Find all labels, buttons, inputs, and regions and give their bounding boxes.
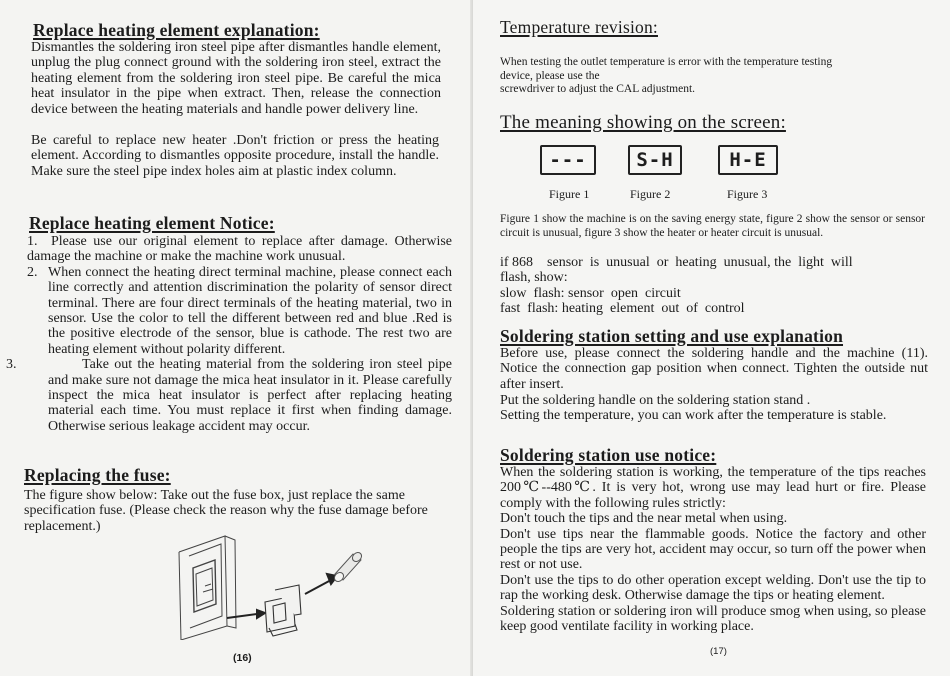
figure-3-caption: Figure 3 bbox=[727, 187, 768, 201]
text-line: device, please use the bbox=[500, 69, 600, 82]
section-title-screen-meaning bbox=[500, 112, 786, 134]
section-title-replacing-fuse bbox=[24, 465, 171, 486]
section-title-text: The meaning showing on the screen: bbox=[500, 112, 786, 133]
notice-paragraph: When the soldering station is working, the temperature of the tips reaches 200℃--480℃. It is very hot, wrong use may lead hurt or fire. Please comply with the following rules strictly: bbox=[500, 465, 926, 511]
page-number: (16) bbox=[233, 652, 252, 664]
section-title-temperature-revision bbox=[500, 17, 658, 38]
temperature-revision-text bbox=[500, 56, 920, 97]
notice-paragraph: Don't use the tips to do other operation except welding. Don't use the tip to rap the working desk. Otherwise damage the tips or heating element. bbox=[500, 572, 926, 604]
left-page bbox=[0, 0, 473, 676]
list-item bbox=[27, 234, 452, 265]
notice-paragraph: Don't use tips near the flammable goods. Notice the factory and other people the tips are very hot, accident may occur, so turn off the power when rest or not use. bbox=[500, 526, 926, 573]
list-text: Please use our original element to replace after damage. Otherwise damage the machine or make the machine work unusual. bbox=[27, 234, 452, 265]
paragraph-setting-temperature: Setting the temperature, you can work after the temperature is stable. bbox=[500, 408, 887, 423]
notice-paragraph: Soldering station or soldering iron will produce smog when using, so please keep good ventilate facility in working place. bbox=[500, 603, 926, 635]
notice-list bbox=[6, 234, 452, 434]
section-title-text: Soldering station setting and use explanation bbox=[500, 326, 844, 346]
section-title-text: Replace heating element Notice: bbox=[29, 213, 275, 233]
screen-figure-3: H-E bbox=[718, 145, 778, 175]
list-number: 2. bbox=[27, 264, 38, 280]
section-title-text: Replacing the fuse: bbox=[24, 465, 171, 485]
figure-2-caption: Figure 2 bbox=[630, 187, 671, 201]
section-title-replace-heating-explanation bbox=[33, 20, 320, 41]
use-notice-text bbox=[500, 465, 926, 634]
paragraph-replace-heater: Be careful to replace new heater .Don't friction or press the heating element. According to dismantles opposite procedure, install the handle. Make sure the steel pipe index holes aim at plastic index column. bbox=[31, 133, 439, 179]
list-number: 3. bbox=[6, 357, 17, 373]
text-line: flash, show: bbox=[500, 270, 568, 286]
figure-1-caption: Figure 1 bbox=[549, 187, 590, 201]
text-line: if 868 sensor is unusual or heating unusual, the light will bbox=[500, 255, 853, 270]
paragraph-dismantle: Dismantles the soldering iron steel pipe after dismantles handle element, unplug the plug connect ground with the soldering iron steel, extract the heating element from the soldering iron steel pipe. Be careful the mica heat insulator in the pipe when extract. Then, release the connection device between the heating materials and handle power delivery line. bbox=[31, 40, 441, 117]
paragraph-fuse: The figure show below: Take out the fuse box, just replace the same specification fuse. (Please check the reason why the fuse damage before replacement.) bbox=[24, 488, 428, 534]
sensor-flash-info bbox=[500, 255, 927, 317]
fuse-box-illustration bbox=[165, 530, 365, 640]
paragraph-stand: Put the soldering handle on the soldering station stand . bbox=[500, 393, 811, 408]
list-text: When connect the heating direct terminal machine, please connect each line correctly and attention discrimination the polarity of sensor direct terminal. There are four direct terminals of the heating material, two in sensor. Use the color to tell the different between red and blue .Red is the positive electrode of the sensor, blue is cathode. The rest two are heating element without polarity different. bbox=[48, 264, 452, 357]
section-title-use-notice bbox=[500, 445, 716, 466]
list-number: 1. bbox=[27, 234, 38, 249]
text-line: screwdriver to adjust the CAL adjustment. bbox=[500, 83, 696, 96]
list-item bbox=[6, 357, 452, 434]
text-line: fast flash: heating element out of control bbox=[500, 301, 745, 317]
list-text: Take out the heating material from the soldering iron steel pipe and make sure not damage the mica heat insulator in it. Please carefully inspect the mica heat insulator is perfect after replacing heating material each time. You must replace it first when finding damage. Otherwise serious leakage accident may occur. bbox=[48, 357, 452, 434]
list-item bbox=[27, 265, 452, 357]
text-line: When testing the outlet temperature is error with the temperature testing bbox=[500, 56, 833, 68]
section-title-replace-notice bbox=[29, 213, 275, 234]
section-title-text: Replace heating element explanation: bbox=[33, 20, 320, 40]
text-line: slow flash: sensor open circuit bbox=[500, 285, 681, 301]
right-page bbox=[473, 0, 950, 676]
section-title-setting-explanation bbox=[500, 326, 843, 347]
notice-paragraph: Don't touch the tips and the near metal when using. bbox=[500, 511, 788, 527]
page-number: (17) bbox=[710, 646, 727, 657]
section-title-text: Temperature revision: bbox=[500, 17, 658, 37]
section-title-text: Soldering station use notice: bbox=[500, 445, 717, 465]
paragraph-before-use: Before use, please connect the soldering handle and the machine (11). Notice the connection gap position when connect. Tighten the outside nut after insert. bbox=[500, 346, 928, 392]
screen-figure-2: S-H bbox=[628, 145, 682, 175]
screen-meaning-description: Figure 1 show the machine is on the saving energy state, figure 2 show the sensor or sensor circuit is unusual, figure 3 show the heater or heater circuit is unusual. bbox=[500, 213, 925, 239]
screen-figure-1: --- bbox=[540, 145, 596, 175]
